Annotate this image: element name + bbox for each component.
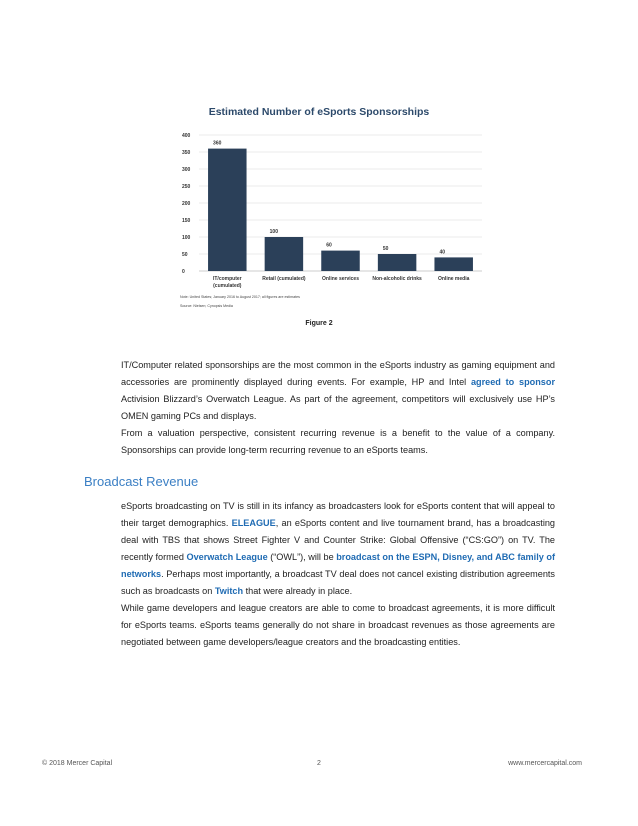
y-tick-label: 350 [182,150,191,156]
y-tick-label: 250 [182,184,191,190]
twitch-link[interactable]: Twitch [214,586,244,596]
figure-caption: Figure 2 [305,320,333,327]
paragraph-valuation: From a valuation perspective, consistent recurring revenue is a benefit to the value of a company. Sponsorships can provide long-term recurring revenue to an eSports teams. [121,428,555,455]
footer-copyright: © 2018 Mercer Capital [42,760,113,767]
bar [378,254,416,271]
x-tick-label: Online services [322,276,359,282]
data-label: 360 [213,140,222,147]
x-tick-label: (cumulated) [213,283,242,289]
y-tick-label: 0 [182,269,185,275]
x-tick-label: Retail (cumulated) [262,276,306,282]
data-label: 60 [326,242,332,249]
overwatch-league-link[interactable]: Overwatch League [186,552,268,562]
x-tick-label: Online media [437,276,470,282]
x-tick-label: IT/computer [212,276,242,282]
bar [434,257,472,271]
y-tick-label: 300 [182,167,191,173]
paragraph-broadcasting: eSports broadcasting on TV is still in its infancy as broadcasters look for eSports content that will appeal to their target demographics. ELEAGUE, an eSports content and live tournament brand, has a broadcasting deal with TBS that shows Street Fighter V and Counter Strike: Global Offensive (“CS:GO”) on TV. The recently formed Overwatch League (“OWL”), will be broadcast on the ESPN, Disney, and ABC family of networks. Perhaps most importantly, a broadcast TV deal does not cancel existing distribution agreements such as broadcasts on Twitch that were already in place. [121,501,556,596]
paragraph-game-developers: While game developers and league creators are able to come to broadcast agreements, it is more difficult for eSports teams. eSports teams generally do not share in broadcast revenues as those agreements are negotiated between game developers/league creators and the broadcasting entities. [121,603,555,647]
data-label: 40 [439,249,446,256]
data-label: 100 [269,229,278,235]
agreed-to-sponsor-link[interactable]: agreed to sponsor [470,377,555,387]
x-tick-label: Non-alcoholic drinks [372,276,422,282]
footer-website: www.mercercapital.com [508,760,582,767]
paragraph-sponsorships: IT/Computer related sponsorships are the most common in the eSports industry as gaming equipment and accessories are prominently displayed during events. For example, HP and Intel agreed to sponsor Activision Blizzard’s Overwatch League. As part of the agreement, competitors will exclusively use HP’s OMEN gaming PCs and displays. [121,360,555,421]
bar-chart [0,0,638,300]
footer-page-number: 2 [317,760,321,767]
chart-title: Estimated Number of eSports Sponsorships [208,106,430,118]
data-label: 50 [382,246,389,252]
eleague-link[interactable]: ELEAGUE [231,518,276,528]
chart-note: Note: United States; January 2016 to August 2017; all figures are estimates [180,295,300,299]
bar [208,149,246,271]
chart-source: Source: Nielsen; Cynopsis Media [180,304,233,308]
espn-disney-abc-link[interactable]: broadcast on the ESPN, Disney, and ABC family of networks [121,552,555,579]
y-tick-label: 200 [182,201,191,207]
bar [265,237,303,271]
section-heading-broadcast-revenue: Broadcast Revenue [84,474,199,489]
y-tick-label: 400 [182,133,191,139]
y-tick-label: 150 [182,218,191,224]
y-tick-label: 100 [182,235,191,241]
y-tick-label: 50 [182,252,188,258]
bar [321,251,359,271]
